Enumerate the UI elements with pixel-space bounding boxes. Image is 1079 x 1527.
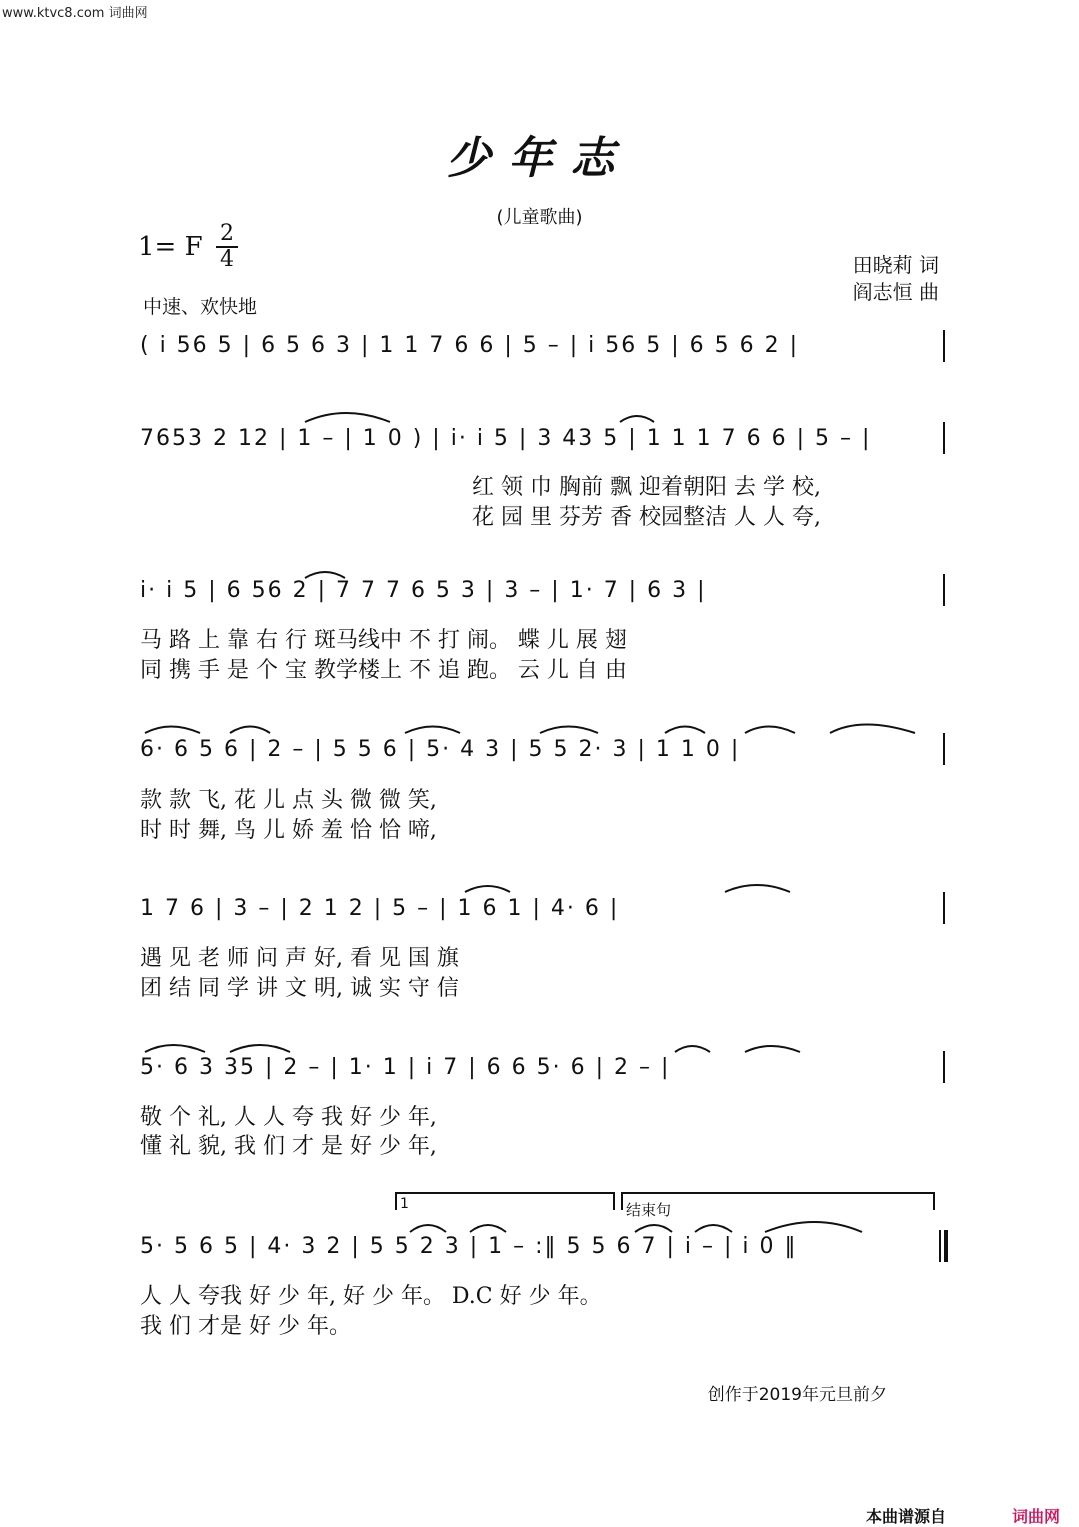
lyric-line-5a: 遇 见 老 师 问 声 好, 看 见 国 旗 [140,946,459,971]
slur [405,727,460,734]
watermark: www.ktvc8.com 词曲网 [2,6,148,21]
lyric-line-7a: 人 人 夸我 好 少 年, 好 少 年。 D.C 好 少 年。 [140,1284,602,1309]
footer-source-label: 本曲谱源自 [866,1507,947,1526]
slur [745,727,795,734]
lyricist-credit: 田晓莉 词 [852,253,939,277]
slur [305,413,390,422]
time-signature-top: 2 [220,221,234,246]
volta-bracket-2 [622,1193,934,1210]
slur [410,1225,446,1232]
slur [470,1225,506,1232]
key-signature: 1= F [138,232,203,262]
notation-line-2: 7653 2 12 | 1 – | 1 0 ) | i· i 5 | 3 43 5 | 1 1 1 7 6 6 | 5 – | [140,426,872,451]
composer-credit: 阎志恒 曲 [852,280,939,304]
notation-line-6: 5· 6 3 35 | 2 – | 1· 1 | i 7 | 6 6 5· 6 | 2 – | [140,1055,671,1080]
slur [745,1046,800,1052]
lyric-line-2a: 红 领 巾 胸前 飘 迎着朝阳 去 学 校, [472,475,821,500]
composition-note: 创作于2019年元旦前夕 [707,1385,887,1405]
volta-2-label: 结束句 [626,1201,672,1219]
notation-line-3: i· i 5 | 6 56 2 | 7 7 7 6 5 3 | 3 – | 1· 7 | 6 3 | [140,578,707,603]
lyric-line-3b: 同 携 手 是 个 宝 教学楼上 不 追 跑。 云 儿 自 由 [140,658,627,683]
notation-line-4: 6· 6 5 6 | 2 – | 5 5 6 | 5· 4 3 | 5 5 2· 3 | 1 1 0 | [140,737,741,762]
notation-line-1: ( i 56 5 | 6 5 6 3 | 1 1 7 6 6 | 5 – | i 56 5 | 6 5 6 2 | [140,333,800,358]
subtitle: (儿童歌曲) [496,207,583,228]
lyric-line-6b: 懂 礼 貌, 我 们 才 是 好 少 年, [140,1134,437,1159]
slur [230,727,270,734]
lyric-line-5b: 团 结 同 学 讲 文 明, 诚 实 守 信 [140,976,459,1001]
lyric-line-4b: 时 时 舞, 鸟 儿 娇 羞 恰 恰 啼, [140,818,437,843]
volta-bracket-1 [396,1193,614,1210]
slur [675,1046,710,1052]
notation-line-5: 1 7 6 | 3 – | 2 1 2 | 5 – | 1 6 1 | 4· 6 | [140,896,620,921]
slur [620,416,654,422]
lyric-line-2b: 花 园 里 芬芳 香 校园整洁 人 人 夸, [472,505,821,530]
final-barline-thick [944,1230,948,1262]
notation-line-7: 5· 5 6 5 | 4· 3 2 | 5 5 2 3 | 1 – :‖ 5 5 6 7 | i – | i 0 ‖ [140,1234,798,1259]
slur [540,727,598,734]
lyric-line-4a: 款 款 飞, 花 儿 点 头 微 微 笑, [140,788,437,813]
time-signature-bottom: 4 [220,247,234,272]
lyric-line-6a: 敬 个 礼, 人 人 夸 我 好 少 年, [140,1105,437,1130]
slur [830,725,915,734]
slur [145,727,200,734]
slur [305,572,345,578]
tempo-marking: 中速、欢快地 [143,296,258,318]
lyric-line-3a: 马 路 上 靠 右 行 斑马线中 不 打 闹。 蝶 儿 展 翅 [140,628,627,653]
footer-site-link[interactable]: 词曲网 [1012,1507,1061,1526]
slur [765,1222,862,1232]
slur [725,885,790,892]
volta-1-label: 1 [400,1196,409,1212]
page-title: 少年志 [446,133,633,184]
slur [465,886,510,892]
lyric-line-7b: 我 们 才是 好 少 年。 [140,1314,351,1339]
slur [230,1045,290,1052]
slur [695,1225,732,1232]
slur [145,1045,205,1052]
slur [635,1225,672,1232]
slur [665,727,705,734]
